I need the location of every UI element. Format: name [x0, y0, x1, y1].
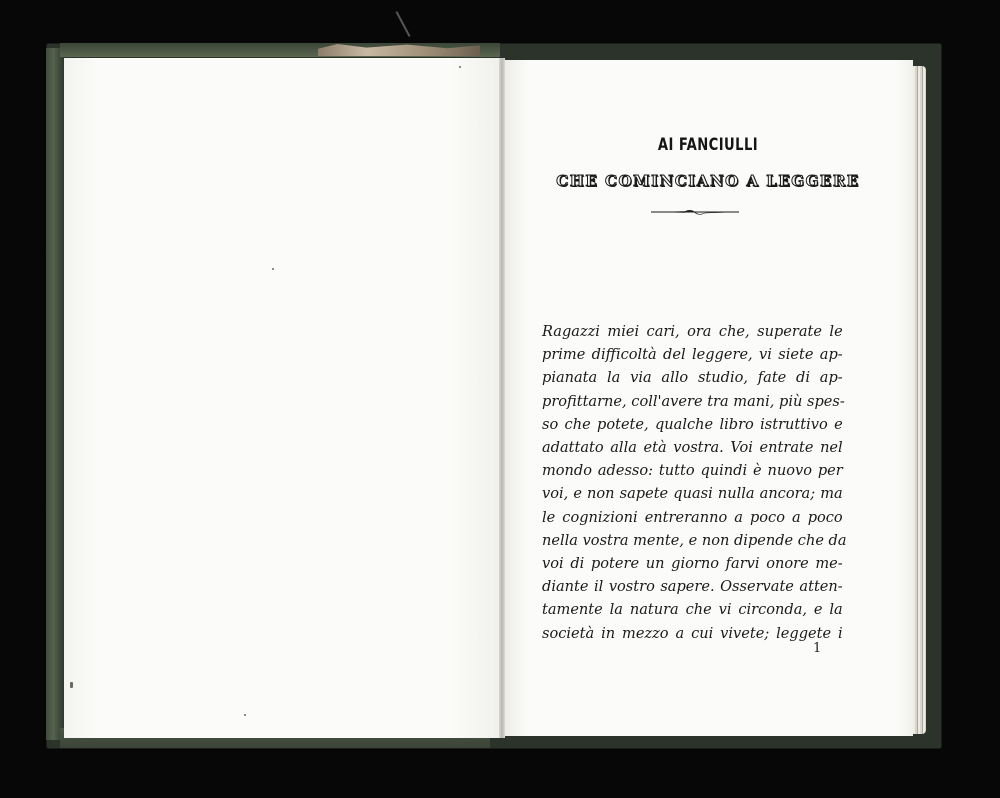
- text-line: profittarne, coll'avere tra mani, più spes-: [542, 391, 845, 410]
- text-line: voi, e non sapete quasi nulla ancora; ma: [542, 484, 843, 503]
- text-line: voi di potere un giorno farvi onore me-: [542, 554, 843, 573]
- ornament-divider-icon: [651, 205, 739, 219]
- page-subtitle: CHE COMINCIANO A LEGGERE: [556, 172, 860, 190]
- paper-speck: [459, 66, 461, 68]
- text-line: adattato alla età vostra. Voi entrate nel: [542, 438, 843, 457]
- background-debris: [396, 11, 411, 37]
- text-line: diante il vostro sapere. Osservate atten-: [542, 577, 843, 596]
- book-gutter: [499, 58, 505, 738]
- text-line: Ragazzi miei cari, ora che, superate le: [542, 322, 843, 340]
- text-line: mondo adesso: tutto quindi è nuovo per: [542, 461, 843, 480]
- page-number: 1: [813, 641, 822, 656]
- page-title: AI FANCIULLI: [657, 135, 759, 155]
- text-line: nella vostra mente, e non dipende che da: [542, 530, 847, 549]
- left-page-blank: [64, 58, 504, 738]
- text-line: società in mezzo a cui vivete; leggete i: [542, 623, 843, 642]
- text-line: tamente la natura che vi circonda, e la: [542, 600, 843, 619]
- text-line: pianata la via allo studio, fate di ap-: [542, 368, 843, 387]
- text-line: le cognizioni entreranno a poco a poco: [542, 507, 843, 526]
- body-paragraph: [542, 320, 847, 645]
- paper-speck: [272, 268, 274, 270]
- cover-spine-edge: [46, 48, 64, 740]
- text-line: so che potete, qualche libro istruttivo e: [542, 414, 843, 433]
- text-line: prime difficoltà del leggere, vi siete ap-: [542, 345, 843, 364]
- paper-speck: [244, 714, 246, 716]
- paper-speck: [70, 682, 73, 688]
